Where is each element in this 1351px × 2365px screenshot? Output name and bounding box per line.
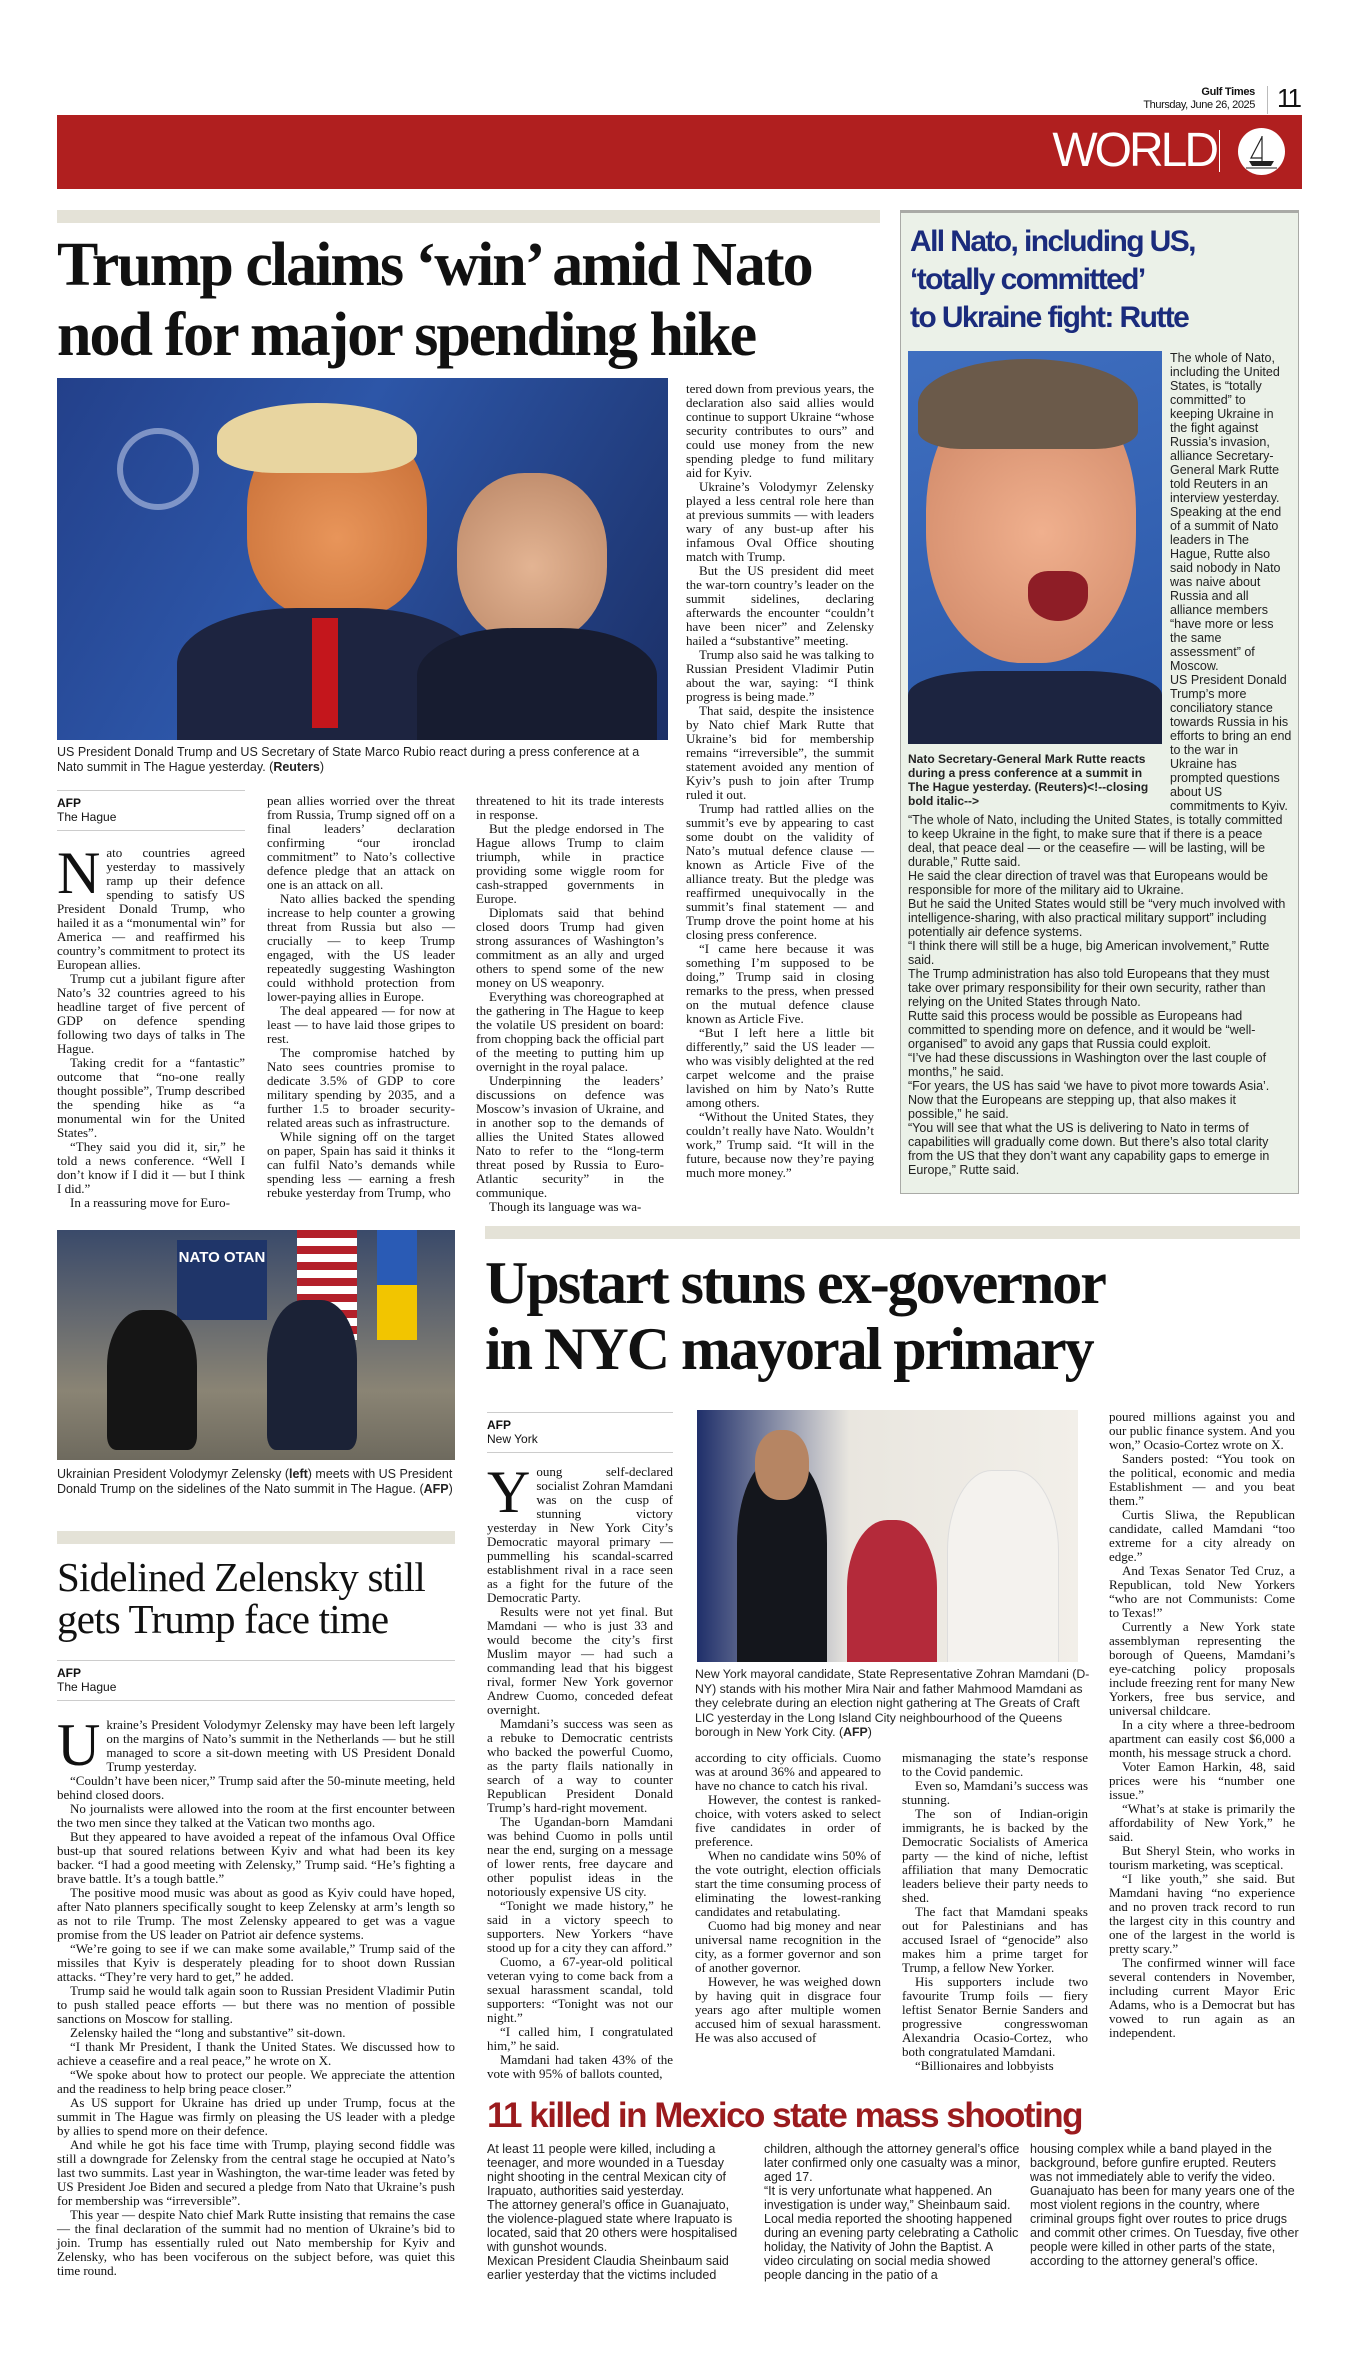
masthead-divider: [1267, 86, 1268, 114]
sidebar-figure: [908, 351, 1162, 808]
paragraph: Cuomo had big money and near universal name recognition in the city, as a former governor and son of another governor.: [695, 1918, 881, 1975]
byline-agency: AFP: [57, 1666, 81, 1680]
article-column: [487, 2142, 745, 2282]
paragraph: Results were not yet final. But Mamdani — who is just 33 and would become the city’s first Muslim mayor — had such a commanding lead that his biggest rival, former New York governor Andrew Cuomo, conceded defeat overnight.: [487, 1604, 673, 1717]
photo-figure-trump: [267, 1300, 357, 1450]
paragraph: The positive mood music was about as good as Kyiv could have hoped, after Nato planners specifically sought to keep Zelensky at arm’s length so as not to rile Trump. The most Zelensky appeared to get was a vague promise from the US leader on Patriot air defence systems.: [57, 1885, 455, 1942]
paragraph: tered down from previous years, the declaration also said allies would continue to support Ukraine “whose security contributes to ours” and could use money from the new spending pledge to fund military aid for Kyiv.: [686, 381, 874, 480]
paragraph: And Texas Senator Ted Cruz, a Republican, told New Yorkers “who are not Communists: Come to Texas!”: [1109, 1563, 1295, 1620]
paragraph: [487, 1459, 673, 1605]
photo-credit: Reuters: [273, 760, 320, 774]
paragraph: Mamdani had taken 43% of the vote with 95% of ballots counted,: [487, 2052, 673, 2081]
newspaper-name: Gulf Times: [1201, 86, 1255, 98]
article-column: [57, 1712, 455, 2278]
paragraph: “The whole of Nato, including the United States, is totally committed to keep Ukraine in the fight, to make sure that if there is a peace deal, that peace deal — or the ceasefire — will be lasting, will be durable,” Rutte said.: [908, 813, 1283, 869]
paragraph: “You will see that what the US is delivering to Nato in terms of capabilities will gradually come down. But there’s also total clarity from the US that they don’t want any capability gaps to emerge in Europe,” Rutte said.: [908, 1121, 1270, 1177]
byline-agency: AFP: [57, 796, 81, 810]
paragraph: Voter Eamon Harkin, 48, said prices were his “number one issue.”: [1109, 1759, 1295, 1802]
nato-emblem: [117, 428, 199, 510]
paragraph: The confirmed winner will face several contenders in November, including current Mayor Eric Adams, who is a Democrat but has vowed to run again as an independent.: [1109, 1955, 1295, 2040]
paragraph: However, he was weighed down by having quit in disgrace four years ago after multiple women accused him of sexual harassment. He was also accused of: [695, 1974, 881, 2045]
paragraph: He said the clear direction of travel was that Europeans would be responsible for more of the military aid to Ukraine.: [908, 869, 1268, 897]
paragraph: mismanaging the state’s response to the Covid pandemic.: [902, 1750, 1088, 1779]
headline-line: Trump claims ‘win’ amid Nato: [57, 231, 812, 299]
headline-line: All Nato, including US,: [910, 225, 1195, 258]
sidebar-headline: [910, 223, 1293, 337]
paragraph: “I came here because it was something I’m supposed to be doing,” Trump said in closing remarks to the press, when pressed on the mutual defence clause known as Article Five.: [686, 941, 874, 1026]
paragraph: The son of Indian-origin immigrants, he is backed by the Democratic Socialists of America party — the kind of niche, leftist affiliation that many Democratic leaders believe their party needs to shed.: [902, 1806, 1088, 1905]
photo-flag: [377, 1230, 417, 1340]
drop-cap: Y: [487, 1459, 531, 1525]
story-rule-bar: [57, 210, 880, 223]
paragraph: [57, 840, 245, 972]
photo-tie: [312, 618, 338, 728]
headline-line: gets Trump face time: [57, 1596, 389, 1642]
paragraph: Sanders posted: “You took on the political, economic and media Establishment — and you beat them.”: [1109, 1451, 1295, 1508]
paragraph: But the pledge endorsed in The Hague allows Trump to claim triumph, while in practice providing some wiggle room for cash-strapped governments in Europe.: [476, 821, 664, 906]
drop-cap: U: [57, 1712, 101, 1778]
paragraph: “Tonight we made history,” he said in a victory speech to supporters. New Yorkers “have stood up for a city they can afford.”: [487, 1898, 673, 1955]
paragraph: “We spoke about how to protect our people. We appreciate the attention and the readiness to help bring peace closer.”: [57, 2067, 455, 2096]
paragraph: “I think there will still be a huge, big American involvement,” Rutte said.: [908, 939, 1270, 967]
article-column: [764, 2142, 1022, 2282]
caption-bold: left: [289, 1467, 308, 1481]
paragraph: That said, despite the insistence by Nato chief Mark Rutte that Ukraine’s bid for membership remains “irreversible”, the summit statement avoided any mention of Kyiv’s push to join after Trump ruled it out.: [686, 703, 874, 802]
paragraph: The fact that Mamdani speaks out for Palestinians and has accused Israel of “genocide” also makes him a prime target for Trump, a fellow New Yorker.: [902, 1904, 1088, 1975]
paragraph: Mamdani’s success was seen as a rebuke to Democratic centrists who backed the powerful Cuomo, as the party flails nationally in search of a way to counter Republican President Donald Trump’s hard-right movement.: [487, 1716, 673, 1815]
paragraph: Underpinning the leaders’ discussions on defence was Moscow’s invasion of Ukraine, and in another sop to the demands of allies the United States allowed Nato to refer to the “long-term threat posed by Russia to Euro-Atlantic security” in the communique.: [476, 1073, 664, 1200]
paragraph: “But I left here a little bit differently,” said the US leader — who was visibly delighted at the red carpet welcome and the praise lavished on him by Nato’s Rutte among others.: [686, 1025, 874, 1110]
nato-sign: NATO OTAN: [177, 1240, 267, 1320]
paragraph: threatened to hit its trade interests in response.: [476, 793, 664, 822]
paragraph: While signing off on the target on paper, Spain has said it thinks it can fulfil Nato’s demands while spending less — earning a fresh rebuke yesterday from Trump, who: [267, 1129, 455, 1200]
headline-line: Sidelined Zelensky still: [57, 1554, 425, 1600]
paragraph: Guanajuato has been for many years one of the most violent regions in the country, where criminal groups fight over routes to price drugs and commit other crimes. On Tuesday, five other people were killed in other parts of the state, according to the attorney general’s office.: [1030, 2184, 1299, 2268]
paragraph: [57, 1712, 455, 1778]
story-rule-bar: [57, 1531, 455, 1544]
headline-line: in NYC mayoral primary: [485, 1316, 1093, 1382]
paragraph: The compromise hatched by Nato sees countries promise to dedicate 3.5% of GDP to core military spending by 2035, and a further 1.5 to broader security-related areas such as infrastructure.: [267, 1045, 455, 1130]
paragraph: poured millions against you and our public finance system. And you won,” Ocasio-Cortez wrote on X.: [1109, 1409, 1295, 1452]
paragraph: The Ugandan-born Mamdani was behind Cuomo in polls until near the end, surging on a message of lower rents, free daycare and other populist ideas in the notoriously expensive US city.: [487, 1814, 673, 1899]
paragraph: “I thank Mr President, I thank the United States. We discussed how to achieve a ceasefire and a real peace,” he wrote on X.: [57, 2039, 455, 2068]
photo-trump-rubio: [57, 378, 668, 740]
paragraph: Currently a New York state assemblyman representing the borough of Queens, Mamdani’s eye-catching policy proposals include freezing rent for many New Yorkers, free bus service, and universal childcare.: [1109, 1619, 1295, 1718]
issue-date: Thursday, June 26, 2025: [1143, 99, 1255, 111]
paragraph: “We’re going to see if we can make some available,” Trump said of the missiles that Kyiv is desperately pleading for to shoot down Russian attacks. “They’re very hard to get,” he added.: [57, 1941, 455, 1984]
paragraph: But the US president did meet the war-torn country’s leader on the summit sidelines, declaring afterwards the encounter “couldn’t have been nicer” and Zelensky hailed a “substantive” meeting.: [686, 563, 874, 648]
paragraph: Trump had rattled allies on the summit’s eve by appearing to cast some doubt on the validity of Nato’s mutual defence clause — known as Article Five of the alliance treaty. But the pledge was reaffirmed unequivocally in the summit’s final statement — and Trump drove the point home at his closing press conference.: [686, 801, 874, 942]
photo-mouth: [1028, 571, 1088, 621]
byline: [487, 1412, 673, 1453]
headline-line: to Ukraine fight: Rutte: [910, 301, 1189, 334]
paragraph: No journalists were allowed into the room at the first encounter between the two men since they talked at the Vatican two months ago.: [57, 1801, 455, 1830]
paragraph: In a city where a three-bedroom apartment can easily cost $6,000 a month, his message struck a chord.: [1109, 1717, 1295, 1760]
paragraph: “What’s at stake is primarily the affordability of New York,” he said.: [1109, 1801, 1295, 1844]
paragraph: The deal appeared — for now at least — to have laid those gripes to rest.: [267, 1003, 455, 1046]
paragraph: “Billionaires and lobbyists: [915, 2058, 1054, 2073]
paragraph: children, although the attorney general’s office later confirmed only one casualty was a minor, aged 17.: [764, 2142, 1021, 2184]
byline-agency: AFP: [487, 1418, 511, 1432]
photo-caption: Ukrainian President Volodymyr Zelensky (left) meets with US President Donald Trump on the sidelines of the Nato summit in The Hague. (AFP): [57, 1467, 453, 1496]
article-column: [686, 382, 874, 1180]
section-title: WORLD: [1052, 124, 1216, 177]
photo-caption: New York mayoral candidate, State Representative Zohran Mamdani (D-NY) stands with his mother Mira Nair and father Mahmood Mamdani as they celebrate during an election night gathering at The Greats of Craft LIC yesterday in the Long Island City neighbourhood of the Queens borough in New York City. (AFP): [695, 1667, 1090, 1739]
paragraph: When no candidate wins 50% of the vote outright, election officials start the time consuming process of eliminating the lowest-ranking candidates and retabulating.: [695, 1848, 881, 1919]
byline: [57, 790, 245, 831]
paragraph: US President Donald Trump’s more conciliatory stance towards Russia in his efforts to bring an end to the war in: [1170, 673, 1292, 757]
drop-cap: N: [57, 840, 101, 906]
headline-line: ‘totally committed’: [910, 263, 1145, 296]
paragraph-text: oung self-declared socialist Zohran Mamdani was on the cusp of stunning victory yesterday in New York City’s Democratic mayoral primary —pummelling his scandal-scarred establishment rival in a race seen as a fight for the future of the Democratic Party.: [487, 1464, 673, 1605]
paragraph: Trump cut a jubilant figure after Nato’s 32 countries agreed to his headline target of five percent of GDP on defence spending following two days of talks in The Hague.: [57, 971, 245, 1056]
article-column: [57, 840, 245, 1210]
photo-figure-mahmood: [947, 1470, 1059, 1662]
paragraph: Diplomats said that behind closed doors Trump had given strong assurances of Washington’s commitment as an ally and urged others to spend some of the new money on US weaponry.: [476, 905, 664, 990]
paragraph: But Sheryl Stein, who works in tourism marketing, was sceptical.: [1109, 1843, 1295, 1872]
byline-dateline: The Hague: [57, 1680, 117, 1694]
paragraph: At least 11 people were killed, including a teenager, and more wounded in a Tuesday night shooting in the central Mexican city of Irapuato, authorities said yesterday.: [487, 2142, 727, 2198]
photo-caption: Nato Secretary-General Mark Rutte reacts during a press conference at a summit in The Hague yesterday. (Reuters)<!--closing bold italic-->: [908, 752, 1149, 808]
photo-suit: [908, 671, 1162, 744]
paragraph: “For years, the US has said ‘we have to pivot more towards Asia’. Now that the Europeans are stepping up, that also makes it possible,” he said.: [908, 1079, 1270, 1121]
photo-figure-nair: [847, 1520, 937, 1662]
article-column: [476, 794, 664, 1214]
photo-credit: AFP: [843, 1725, 868, 1739]
caption-text: New York mayoral candidate, State Representative Zohran Mamdani (D-NY) stands with his mother Mira Nair and father Mahmood Mamdani as they celebrate during an election night gathering at The Greats of Craft LIC yesterday in the Long Island City neighbourhood of the Queens borough in New York City.: [695, 1667, 1090, 1739]
article-column: [487, 1459, 673, 2081]
section-divider: [1219, 130, 1220, 172]
paragraph: “I’ve had these discussions in Washington over the last couple of months,” he said.: [908, 1051, 1267, 1079]
byline-dateline: New York: [487, 1432, 538, 1446]
paragraph: Trump also said he was talking to Russian President Vladimir Putin about the war, saying: “I think progress is being made.”: [686, 647, 875, 704]
article-column: [1030, 2142, 1300, 2268]
article-column: [695, 1751, 881, 2045]
photo-mamdani: [697, 1410, 1078, 1662]
paragraph: Taking credit for a “fantastic” outcome that “no-one really thought possible”, Trump described the spending hike as “a monumental win for the United States”.: [57, 1055, 245, 1140]
photo-suit: [417, 628, 657, 740]
paragraph-text: ato countries agreed yesterday to massively ramp up their defence spending to satisfy US President Donald Trump, who hailed it as a “monumental win” for America — and reaffirmed his country’s commitment to protect its European allies.: [57, 845, 245, 972]
article-column: [267, 794, 455, 1200]
headline-nato: [57, 230, 880, 370]
paragraph: Local media reported the shooting happened during an evening party celebrating a Catholic holiday, the Nativity of John the Baptist. A video circulating on social media showed people dancing in the patio of a: [764, 2212, 1019, 2282]
article-column: [902, 1751, 1088, 2073]
dhow-boat-icon: [1238, 128, 1285, 175]
paragraph: “I like youth,” she said. But Mamdani having “no experience and no proven track record to run the largest city in this country and one of the largest in the world is pretty scary.”: [1109, 1871, 1295, 1956]
byline-dateline: The Hague: [57, 810, 117, 824]
paragraph: “It is very unfortunate what happened. An investigation is under way,” Sheinbaum said.: [764, 2184, 1011, 2212]
paragraph: His supporters include two favourite Trump foils — fiery leftist Senator Bernie Sanders and progressive congresswoman Alexandria Ocasio-Cortez, who both congratulated Mamdani.: [902, 1974, 1088, 2059]
article-column: [1109, 1410, 1295, 2040]
paragraph: However, the contest is ranked-choice, with voters asked to select five candidates in order of preference.: [695, 1792, 881, 1849]
photo-hair: [217, 403, 417, 473]
paragraph: Rutte said this process would be possible as Europeans had committed to spending more on defence, and it would be “well-organised” to avoid any gaps that Russia could exploit.: [908, 1009, 1256, 1051]
photo-hair: [918, 359, 1138, 449]
paragraph: Ukraine has prompted questions about US commitments to Kyiv.: [1170, 757, 1288, 813]
caption-text: Ukrainian President Volodymyr Zelensky (: [57, 1467, 290, 1481]
paragraph: Ukraine’s Volodymyr Zelensky played a less central role here than at previous summits — with leaders wary of any bust-up after his infamous Oval Office shouting match with Trump.: [686, 479, 874, 564]
paragraph: In a reassuring move for Euro-: [70, 1195, 230, 1210]
paragraph: The whole of Nato, including the United States, is “totally committed” to keeping Ukraine in the fight against Russia’s invasion, alliance Secretary-General Mark Rutte told Reuters in an interview yesterday.: [1170, 351, 1280, 505]
paragraph-text: kraine’s President Volodymyr Zelensky may have been left largely on the margins of Nato’s summit in the Netherlands — but he still managed to score a sit-down meeting with US President Donald Trump yesterday.: [106, 1717, 455, 1774]
headline-nyc: [485, 1250, 1300, 1382]
caption-text: US President Donald Trump and US Secretary of State Marco Rubio react during a press conference at a Nato summit in The Hague yesterday.: [57, 745, 640, 774]
paragraph: This year — despite Nato chief Mark Rutte insisting that remains the case — the final declaration of the summit had no mention of Ukraine’s bid to join. Trump has essentially ruled out Nato membership for Kyiv and Zelensky, who has been vociferous on the subject before, was quiet this time round.: [57, 2207, 455, 2278]
paragraph: “Without the United States, they couldn’t really have Nato. Wouldn’t work,” Trump said. “It will in the future, because now they’re paying much more money.”: [686, 1109, 874, 1180]
page-number: 11: [1277, 83, 1300, 113]
paragraph: Trump said he would talk again soon to Russian President Vladimir Putin to push stalled peace efforts — but there was no mention of possible sanctions on Moscow for stalling.: [57, 1983, 455, 2026]
paragraph: The Trump administration has also told Europeans that they must take over primary responsibility for their own security, rather than relying on the United States through Nato.: [908, 967, 1270, 1009]
photo-credit: AFP: [423, 1482, 449, 1496]
paragraph: The attorney general’s office in Guanajuato, the violence-plagued state where Irapuato is located, said that 20 others were hospitalised with gunshot wounds.: [487, 2198, 738, 2254]
photo-zelensky-trump: [57, 1230, 455, 1460]
paragraph: But he said the United States would still be “very much involved with intelligence-sharing, with also practical military support” including potentially air defence systems.: [908, 897, 1286, 939]
paragraph: Speaking at the end of a summit of Nato leaders in The Hague, Rutte also said nobody in Nato was naive about Russia and all alliance members “have more or less the same assessment” of Moscow.: [1170, 505, 1282, 673]
paragraph: Even so, Mamdani’s success was stunning.: [902, 1778, 1088, 1807]
paragraph: Mexican President Claudia Sheinbaum said earlier yesterday that the victims included: [487, 2254, 729, 2282]
byline: [57, 1660, 455, 1701]
photo-figure-rubio: [457, 473, 607, 643]
paragraph: “Couldn’t have been nicer,” Trump said after the 50-minute meeting, held behind closed doors.: [57, 1773, 455, 1802]
paragraph: pean allies worried over the threat from Russia, Trump signed off on a final leaders’ declaration confirming “our ironclad commitment” to Nato’s collective defence pledge that an attack on one is an attack on all.: [267, 793, 455, 892]
photo-caption: US President Donald Trump and US Secretary of State Marco Rubio react during a press conference at a Nato summit in The Hague yesterday. (Reuters): [57, 745, 640, 774]
paragraph: Everything was choreographed at the gathering in The Hague to keep the volatile US president on board: from chopping back the official part of the meeting to putting him up overnight in the royal palace.: [476, 989, 664, 1074]
headline-line: Upstart stuns ex-governor: [485, 1250, 1105, 1316]
paragraph: As US support for Ukraine has dried up under Trump, focus at the summit in The Hague was firmly on pleasing the US leader with a pledge by allies to spend more on their defence.: [57, 2095, 455, 2138]
paragraph: Cuomo, a 67-year-old political veteran vying to come back from a sexual harassment scandal, told supporters: “Tonight was not our night.”: [487, 1954, 673, 2025]
paragraph: Zelensky hailed the “long and substantive” sit-down.: [70, 2025, 346, 2040]
paragraph: Though its language was wa-: [489, 1199, 642, 1214]
photo-figure-zelensky: [107, 1310, 197, 1450]
photo-face: [755, 1430, 809, 1500]
paragraph: “They said you did it, sir,” he told a news conference. “Well I don’t know if I did it — but I think I did.”: [57, 1139, 245, 1196]
caption-text: ) meets with US President Donald Trump on the sidelines of the Nato summit in The Hague.: [57, 1467, 453, 1496]
paragraph: And while he got his face time with Trump, playing second fiddle was still a downgrade for Zelensky from the central stage he occupied at Nato’s last two summits. Last year in Washington, the war-time leader was feted by US President Joe Biden and secured a pledge from Nato that Ukraine’s push for membership was “irreversible”.: [57, 2137, 455, 2208]
paragraph: Curtis Sliwa, the Republican candidate, called Mamdani “too extreme for a city already on edge.”: [1109, 1507, 1295, 1564]
headline-zelensky: [57, 1556, 455, 1640]
paragraph: “I called him, I congratulated him,” he said.: [487, 2024, 673, 2053]
sidebar-body: [908, 757, 1292, 1177]
headline-line: nod for major spending hike: [57, 301, 756, 369]
photo-rutte: [908, 351, 1162, 744]
paragraph: Nato allies backed the spending increase to help counter a growing threat from Russia but also — crucially — to keep Trump engaged, with the US leader repeatedly suggesting Washington could withhold protection from lower-paying allies in Europe.: [267, 891, 455, 1004]
paragraph: But they appeared to have avoided a repeat of the infamous Oval Office bust-up that soured relations between Kyiv and what had been its key backer. “I had a good meeting with Zelensky,” Trump said. “He’s fighting a brave battle. It’s a tough battle.”: [57, 1829, 455, 1886]
paragraph: housing complex while a band played in the background, before gunfire erupted. Reuters was not immediately able to verify the video.: [1030, 2142, 1276, 2184]
paragraph: according to city officials. Cuomo was at around 36% and appeared to have no chance to catch his rival.: [695, 1750, 881, 1793]
sidebar-box: [900, 210, 1299, 1194]
story-rule-bar: [485, 1226, 1300, 1239]
headline-mexico: 11 killed in Mexico state mass shooting: [487, 2096, 1083, 2135]
